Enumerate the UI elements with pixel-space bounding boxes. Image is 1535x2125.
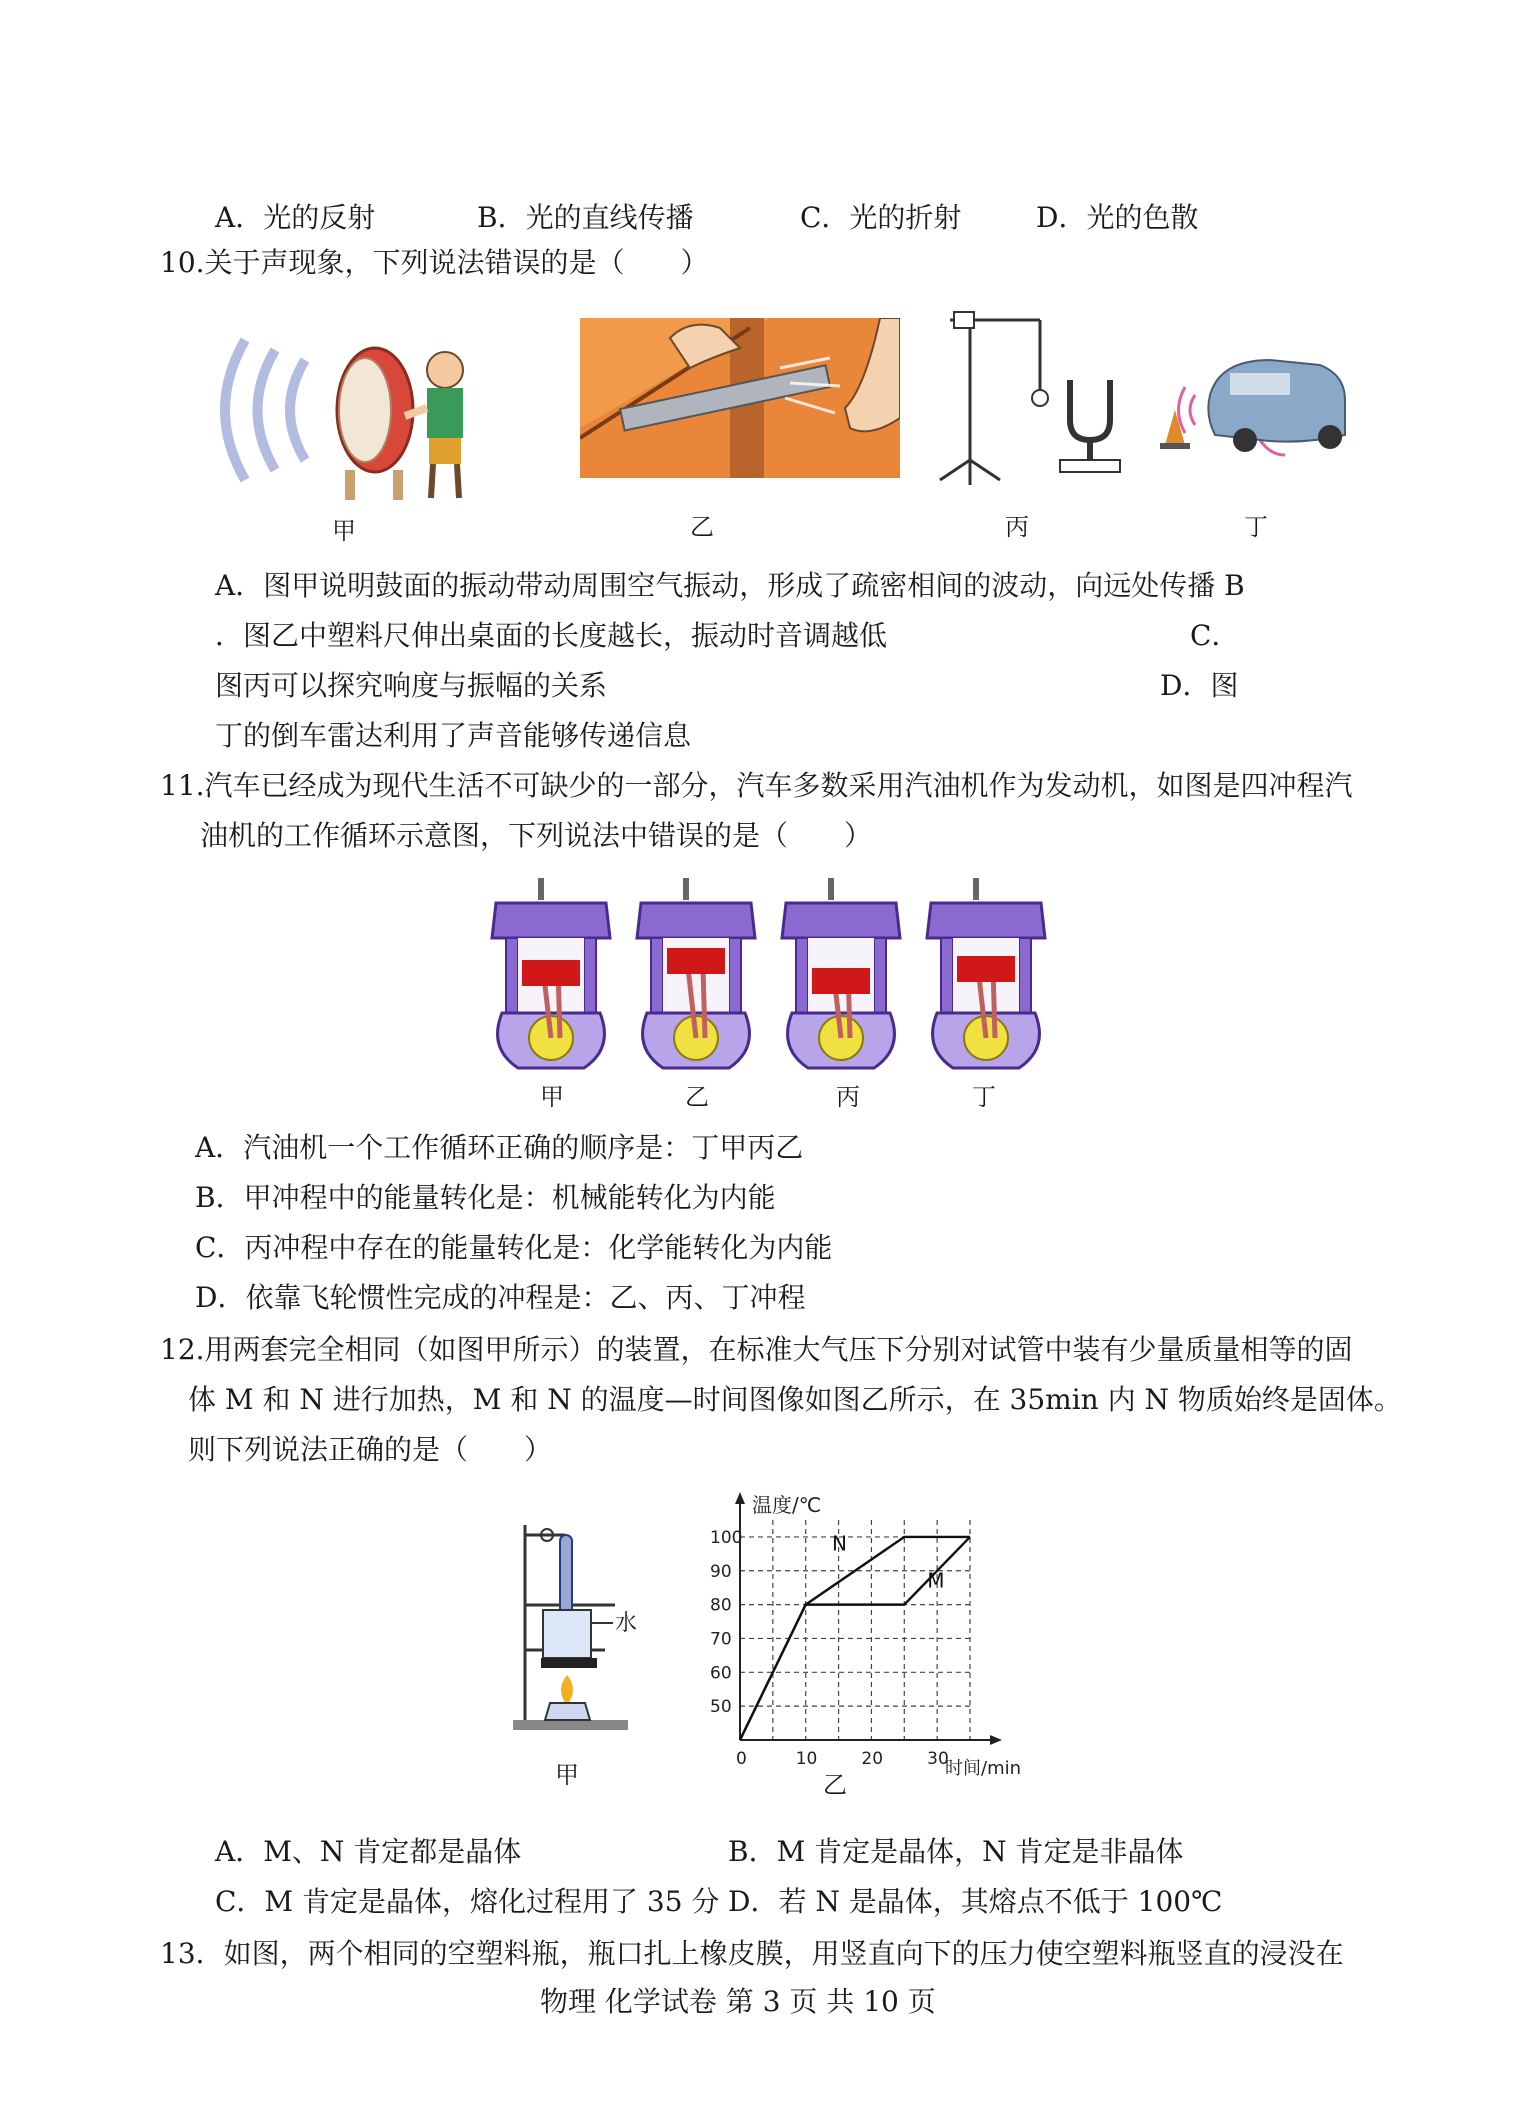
series-label-n: N	[832, 1531, 847, 1556]
q12-caption-yi: 乙	[823, 1771, 847, 1799]
y-tick-label: 60	[710, 1663, 732, 1684]
q11-option-c: C．丙冲程中存在的能量转化是：化学能转化为内能	[195, 1231, 833, 1264]
q11-option-b: B．甲冲程中的能量转化是：机械能转化为内能	[195, 1181, 776, 1214]
q10-caption-jia: 甲	[332, 517, 356, 545]
q10-option-line-1: A．图甲说明鼓面的振动带动周围空气振动，形成了疏密相间的波动，向远处传播 B	[215, 569, 1245, 602]
y-tick-label: 50	[710, 1697, 732, 1718]
q10-caption-bing: 丙	[1005, 513, 1029, 541]
q9-option-a: A．光的反射	[215, 201, 376, 234]
drum-figure	[205, 320, 485, 500]
q10-option-line-2: ．图乙中塑料尺伸出桌面的长度越长，振动时音调越低	[215, 619, 888, 652]
q12-stem-line-2: 体 M 和 N 进行加热，M 和 N 的温度—时间图像如图乙所示，在 35min 内 N 物质始终是固体。	[188, 1383, 1402, 1416]
piston-jia	[522, 960, 580, 986]
y-tick-label: 80	[710, 1595, 732, 1616]
q11-caption-yi: 乙	[685, 1083, 709, 1111]
q12-option-c: C．M 肯定是晶体，熔化过程用了 35 分	[215, 1885, 720, 1918]
q10-option-line-4: 丁的倒车雷达利用了声音能够传递信息	[215, 719, 692, 752]
y-tick-label: 90	[710, 1561, 732, 1582]
piston-bing	[812, 968, 870, 994]
pendulum-ball	[1032, 390, 1048, 406]
boy-head	[427, 352, 463, 388]
page-footer: 物理 化学试卷 第 3 页 共 10 页	[540, 1985, 936, 2018]
q11-caption-jia: 甲	[540, 1083, 564, 1111]
flame	[561, 1675, 573, 1705]
q9-option-c: C．光的折射	[800, 201, 962, 234]
temperature-time-chart	[700, 1490, 1040, 1790]
series-label-m: M	[927, 1568, 945, 1593]
ruler-table-figure	[580, 318, 900, 478]
q13-stem: 13．如图，两个相同的空塑料瓶，瓶口扎上橡皮膜，用竖直向下的压力使空塑料瓶竖直的浸没在	[160, 1937, 1344, 1970]
tuning-fork-figure	[930, 300, 1130, 490]
q12-stem-line-1: 12.用两套完全相同（如图甲所示）的装置，在标准大气压下分别对试管中装有少量质量相等的固	[160, 1333, 1353, 1366]
x-tick-label: 0	[736, 1749, 747, 1769]
x-axis-arrow	[990, 1735, 1002, 1745]
tuning-fork	[1070, 380, 1110, 440]
q9-option-b: B．光的直线传播	[477, 201, 694, 234]
q10-option-line-3: 图丙可以探究响度与振幅的关系	[215, 669, 608, 702]
chart-grid	[740, 1520, 970, 1740]
y-tick-label: 100	[710, 1527, 743, 1548]
q12-stem-line-3: 则下列说法正确的是（ ）	[188, 1433, 553, 1466]
series-line-m	[740, 1537, 970, 1740]
q10-option-line-2b: C．	[1190, 619, 1240, 652]
y-axis-label: 温度/℃	[752, 1493, 822, 1517]
q9-option-d: D．光的色散	[1036, 201, 1199, 234]
piston-yi	[667, 948, 725, 974]
q12-caption-jia: 甲	[555, 1761, 579, 1789]
beaker	[543, 1610, 591, 1658]
x-tick-label: 20	[861, 1749, 884, 1769]
q11-caption-ding: 丁	[972, 1083, 996, 1111]
sound-wave-arcs	[225, 340, 305, 480]
q12-option-d: D．若 N 是晶体，其熔点不低于 100℃	[728, 1885, 1223, 1918]
water-label: 水	[615, 1611, 638, 1636]
x-tick-label: 10	[795, 1749, 818, 1769]
x-tick-label: 30	[927, 1749, 949, 1769]
y-tick-label: 70	[710, 1629, 732, 1650]
q11-option-a: A．汽油机一个工作循环正确的顺序是：丁甲丙乙	[195, 1131, 804, 1164]
x-axis-label: 时间/min	[945, 1758, 1022, 1779]
q11-caption-bing: 丙	[836, 1083, 860, 1111]
q12-option-b: B．M 肯定是晶体，N 肯定是非晶体	[728, 1835, 1184, 1868]
q11-stem-line-1: 11.汽车已经成为现代生活不可缺少的一部分，汽车多数采用汽油机作为发动机，如图是四冲程汽	[160, 769, 1353, 802]
q10-stem: 10.关于声现象，下列说法错误的是（ ）	[160, 246, 709, 279]
q12-option-a: A．M、N 肯定都是晶体	[215, 1835, 522, 1868]
engine-strokes-figure	[488, 878, 1048, 1078]
q11-stem-line-2: 油机的工作循环示意图，下列说法中错误的是（ ）	[200, 819, 873, 852]
piston-ding	[957, 956, 1015, 982]
alcohol-lamp	[545, 1703, 590, 1720]
y-axis-arrow	[735, 1492, 745, 1504]
q10-option-line-3b: D．图	[1160, 669, 1239, 702]
series-line-n	[740, 1537, 970, 1740]
q10-caption-yi: 乙	[690, 513, 714, 541]
q11-option-d: D．依靠飞轮惯性完成的冲程是：乙、丙、丁冲程	[195, 1281, 806, 1314]
reversing-car-figure	[1150, 355, 1350, 465]
q10-caption-ding: 丁	[1244, 513, 1268, 541]
